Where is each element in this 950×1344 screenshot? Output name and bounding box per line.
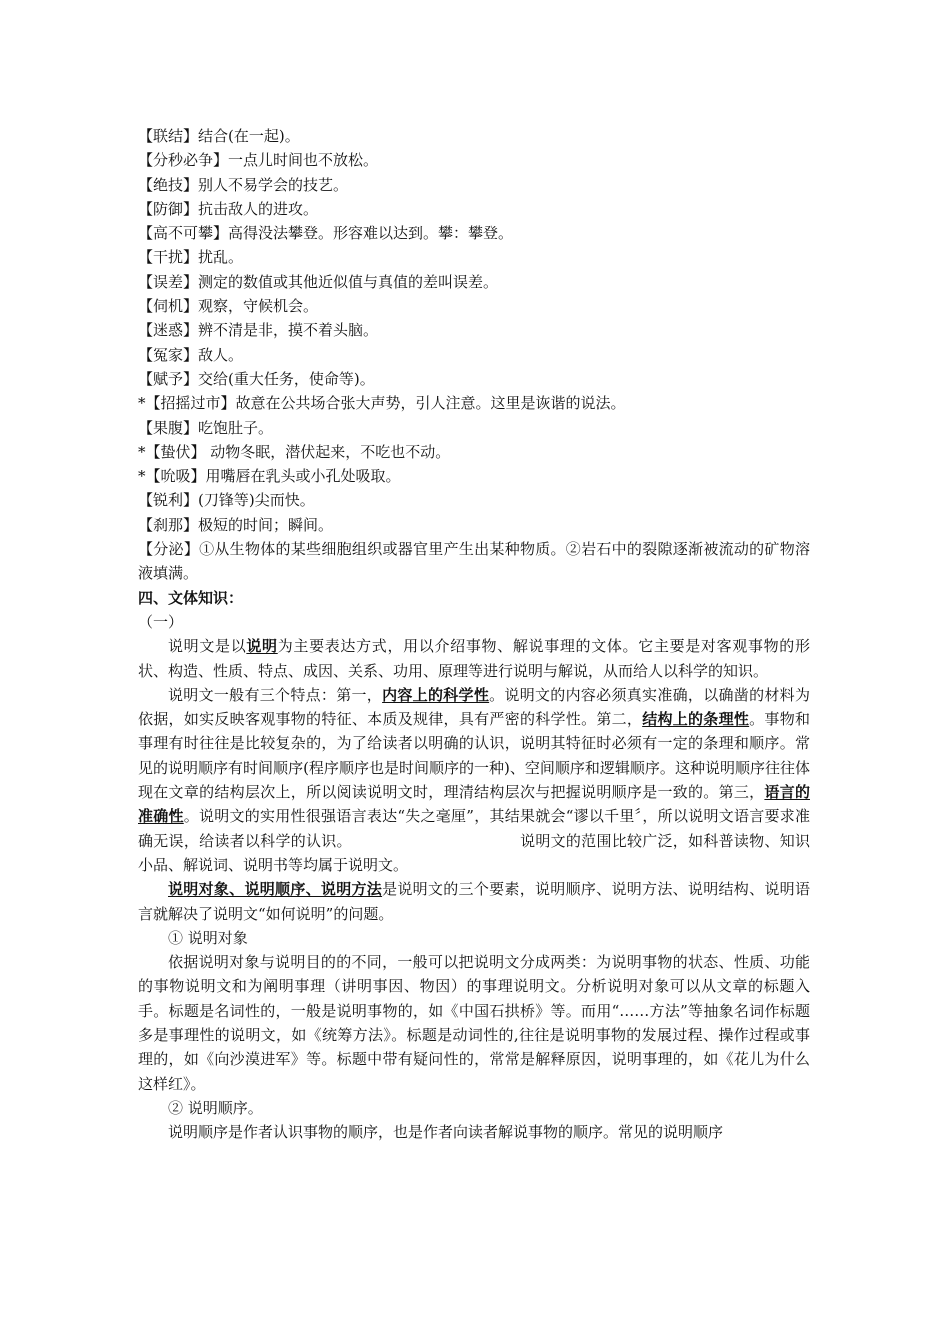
vocab-definition: 观察，守候机会。 bbox=[198, 297, 319, 316]
vocab-entry bbox=[138, 124, 810, 148]
vocab-definition: 极短的时间；瞬间。 bbox=[198, 515, 334, 534]
vocab-entry bbox=[138, 294, 810, 318]
vocab-definition: 测定的数值或其他近似值与真值的差叫误差。 bbox=[198, 272, 499, 291]
star-marker: * bbox=[138, 467, 146, 486]
vocabulary-list bbox=[138, 124, 810, 586]
vocab-word: 【分泌】 bbox=[138, 540, 200, 559]
vocab-entry bbox=[138, 416, 810, 440]
vocab-word: 【迷惑】 bbox=[138, 321, 199, 340]
vocab-word: 【误差】 bbox=[138, 272, 199, 291]
vocab-word: 【冤家】 bbox=[138, 345, 199, 364]
key-term: 说明 bbox=[246, 637, 278, 656]
vocab-definition: 高得没法攀登。形容难以达到。攀：攀登。 bbox=[228, 224, 514, 243]
vocab-definition: 用嘴唇在乳头或小孔处吸取。 bbox=[205, 467, 401, 486]
vocab-entry bbox=[138, 245, 810, 269]
vocab-entry bbox=[138, 537, 810, 586]
vocab-definition: 别人不易学会的技艺。 bbox=[198, 175, 349, 194]
vocab-entry bbox=[138, 148, 810, 172]
subsection-label: （一） bbox=[138, 612, 184, 631]
vocab-entry bbox=[138, 221, 810, 245]
key-term: 语言的准确性 bbox=[138, 783, 810, 826]
vocab-word: 【刹那】 bbox=[138, 515, 199, 534]
vocab-entry bbox=[138, 488, 810, 512]
vocab-word: 【吮吸】 bbox=[145, 467, 206, 486]
vocab-word: 【招摇过市】 bbox=[145, 394, 236, 413]
paragraph-elements: 说明对象、说明顺序、说明方法是说明文的三个要素，说明顺序、说明方法、说明结构、说明语言就解决了说明文“如何说明”的问题。 bbox=[138, 880, 810, 923]
vocab-definition: 敌人。 bbox=[198, 345, 244, 364]
vocab-word: 【联结】 bbox=[138, 127, 199, 145]
item-heading: ① 说明对象 bbox=[168, 928, 248, 947]
key-term: 内容上的科学性 bbox=[382, 685, 490, 704]
vocab-definition: 交给(重大任务，使命等)。 bbox=[198, 369, 375, 388]
vocab-entry bbox=[138, 173, 810, 197]
vocab-definition: 结合(在一起)。 bbox=[198, 127, 300, 145]
vocab-entry bbox=[138, 440, 810, 464]
star-marker: * bbox=[138, 442, 146, 461]
vocab-entry bbox=[138, 197, 810, 221]
key-term: 说明对象、说明顺序、说明方法 bbox=[168, 880, 383, 899]
vocab-definition: (刀锋等)尖而快。 bbox=[198, 491, 315, 510]
vocab-definition: 扰乱。 bbox=[198, 248, 244, 267]
star-marker: * bbox=[138, 394, 146, 413]
vocab-word: 【分秒必争】 bbox=[138, 151, 229, 170]
paragraph-object: 依据说明对象与说明目的的不同，一般可以把说明文分成两类：为说明事物的状态、性质、功能的事物说明文和为阐明事理（讲明事因、物因）的事理说明文。分析说明对象可以从文章的标题入手。标题是名词性的，一般是说明事物的，如《中国石拱桥》等。而用“……方法”等抽象名词作标题多是事理性的说明文，如《统筹方法》。标题是动词性的,往往是说明事物的发展过程、操作过程或事理的，如《向沙漠进军》等。标题中带有疑问性的，常常是解释原因，说明事理的，如《花儿为什么这样红》。 bbox=[138, 953, 810, 1093]
paragraph-features: 说明文一般有三个特点：第一，内容上的科学性。说明文的内容必须真实准确，以确凿的材料为依据，如实反映客观事物的特征、本质及规律，具有严密的科学性。第二，结构上的条理性。事物和事理有时往往是比较复杂的，为了给读者以明确的认识，说明其特征时必须有一定的条理和顺序。常见的说明顺序有时间顺序(程序顺序也是时间顺序的一种)、空间顺序和逻辑顺序。这种说明顺序往往体现在文章的结构层次上，所以阅读说明文时，理清结构层次与把握说明顺序是一致的。第三，语言的准确性。说明文的实用性很强语言表达“失之毫厘”，其结果就会“谬以千里〞，所以说明文语言要求准确无误，给读者以科学的认识。 说明文的范围比较广泛，如科普读物、知识小品、解说词、说明书等均属于说明文。 bbox=[138, 685, 810, 874]
vocab-word: 【高不可攀】 bbox=[138, 224, 229, 243]
vocab-entry bbox=[138, 343, 810, 367]
key-term: 结构上的条理性 bbox=[642, 710, 750, 729]
vocab-definition: 吃饱肚子。 bbox=[198, 418, 274, 437]
vocab-word: 【防御】 bbox=[138, 199, 199, 218]
vocab-word: 【赋予】 bbox=[138, 369, 199, 388]
vocab-entry bbox=[138, 367, 810, 391]
vocab-word: 【蛰伏】 bbox=[145, 442, 206, 461]
vocab-entry bbox=[138, 513, 810, 537]
vocab-entry bbox=[138, 270, 810, 294]
vocab-word: 【伺机】 bbox=[138, 297, 199, 316]
vocab-definition: 抗击敌人的进攻。 bbox=[198, 199, 319, 218]
vocab-definition: 故意在公共场合张大声势，引人注意。这里是诙谐的说法。 bbox=[235, 394, 626, 413]
vocab-word: 【绝技】 bbox=[138, 175, 199, 194]
vocab-word: 【果腹】 bbox=[138, 418, 199, 437]
vocab-definition: 辨不清是非，摸不着头脑。 bbox=[198, 321, 379, 340]
vocab-definition: ①从生物体的某些细胞组织或器官里产生出某种物质。②岩石中的裂隙逐渐被流动的矿物溶液填满。 bbox=[138, 540, 810, 583]
vocab-entry bbox=[138, 318, 810, 342]
vocab-word: 【干扰】 bbox=[138, 248, 199, 267]
section-heading: 四、文体知识： bbox=[138, 588, 244, 607]
document-page bbox=[138, 124, 810, 1144]
paragraph-order: 说明顺序是作者认识事物的顺序，也是作者向读者解说事物的顺序。常见的说明顺序 bbox=[168, 1123, 724, 1142]
paragraph-definition: 说明文是以说明为主要表达方式，用以介绍事物、解说事理的文体。它主要是对客观事物的形状、构造、性质、特点、成因、关系、功用、原理等进行说明与解说，从而给人以科学的知识。 bbox=[138, 637, 810, 680]
vocab-entry bbox=[138, 391, 810, 415]
item-heading: ② 说明顺序。 bbox=[168, 1098, 263, 1117]
vocab-entry bbox=[138, 464, 810, 488]
vocab-definition: 一点儿时间也不放松。 bbox=[228, 151, 379, 170]
vocab-definition: 动物冬眠，潜伏起来，不吃也不动。 bbox=[205, 442, 451, 461]
vocab-word: 【锐利】 bbox=[138, 491, 199, 510]
